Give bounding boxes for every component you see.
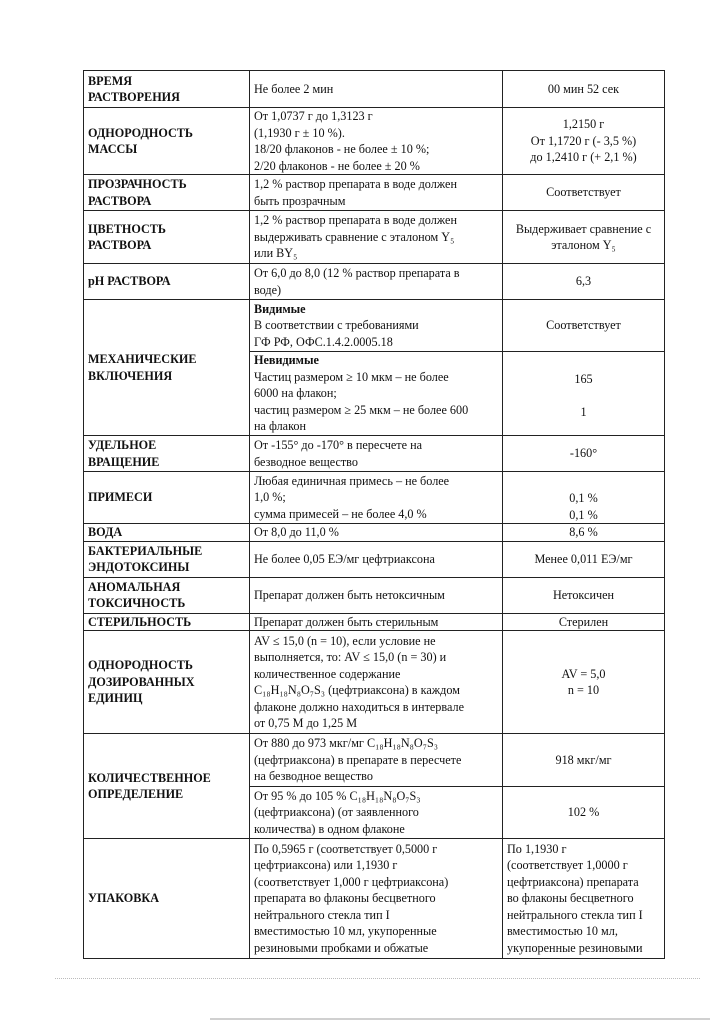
param-name: pH РАСТВОРА bbox=[84, 264, 250, 300]
param-name: МЕХАНИЧЕСКИЕ ВКЛЮЧЕНИЯ bbox=[84, 300, 250, 436]
requirement: От -155° до -170° в пересчете на безводное вещество bbox=[250, 436, 503, 472]
param-name: БАКТЕРИАЛЬНЫЕ ЭНДОТОКСИНЫ bbox=[84, 541, 250, 577]
requirement: 1,2 % раствор препарата в воде должен выдерживать сравнение с эталоном Y₅ или BY₅ bbox=[250, 211, 503, 264]
result: Соответствует bbox=[503, 300, 665, 352]
requirement: Препарат должен быть стерильным bbox=[250, 613, 503, 631]
requirement: 1,2 % раствор препарата в воде должен быть прозрачным bbox=[250, 175, 503, 211]
requirement: От 880 до 973 мкг/мг C₁₈H₁₈N₈O₇S₃ (цефтриаксона) в препарате в пересчете на безводное вещество bbox=[250, 734, 503, 787]
result: 1,2150 г От 1,1720 г (- 3,5 %) до 1,2410 г (+ 2,1 %) bbox=[503, 108, 665, 175]
requirement: От 1,0737 г до 1,3123 г (1,1930 г ± 10 %). 18/20 флаконов - не более ± 10 %; 2/20 флаконов - не более ± 20 % bbox=[250, 108, 503, 175]
result: 0,1 % 0,1 % bbox=[503, 472, 665, 524]
param-name: ПРОЗРАЧНОСТЬ РАСТВОРА bbox=[84, 175, 250, 211]
result: AV = 5,0 n = 10 bbox=[503, 631, 665, 734]
result: Выдерживает сравнение с эталоном Y₅ bbox=[503, 211, 665, 264]
table-row bbox=[84, 613, 665, 631]
result: Соответствует bbox=[503, 175, 665, 211]
result: 165 1 bbox=[503, 352, 665, 436]
scan-artifact-dotted-line bbox=[55, 978, 700, 979]
requirement: От 6,0 до 8,0 (12 % раствор препарата в воде) bbox=[250, 264, 503, 300]
result: 00 мин 52 сек bbox=[503, 71, 665, 108]
table-row bbox=[84, 524, 665, 542]
table-row bbox=[84, 264, 665, 300]
result: По 1,1930 г (соответствует 1,0000 г цефтриаксона) препарата во флаконы бесцветного нейтрального стекла тип I вместимостью 10 мл, укупоренные резиновыми bbox=[503, 839, 665, 959]
param-name: СТЕРИЛЬНОСТЬ bbox=[84, 613, 250, 631]
param-name: ЦВЕТНОСТЬ РАСТВОРА bbox=[84, 211, 250, 264]
param-name: ОДНОРОДНОСТЬ ДОЗИРОВАННЫХ ЕДИНИЦ bbox=[84, 631, 250, 734]
result: Менее 0,011 ЕЭ/мг bbox=[503, 541, 665, 577]
subheading-invisible: Невидимые bbox=[254, 353, 319, 368]
table-row bbox=[84, 577, 665, 613]
param-name: АНОМАЛЬНАЯ ТОКСИЧНОСТЬ bbox=[84, 577, 250, 613]
requirement: Невидимые Частиц размером ≥ 10 мкм – не более 6000 на флакон; частиц размером ≥ 25 мкм – не более 600 на флакон bbox=[250, 352, 503, 436]
param-name: ОДНОРОДНОСТЬ МАССЫ bbox=[84, 108, 250, 175]
result: 102 % bbox=[503, 787, 665, 839]
table-row bbox=[84, 211, 665, 264]
result: Нетоксичен bbox=[503, 577, 665, 613]
table-row bbox=[84, 300, 665, 352]
requirement: Не более 2 мин bbox=[250, 71, 503, 108]
param-name: ВРЕМЯ РАСТВОРЕНИЯ bbox=[84, 71, 250, 108]
table-row bbox=[84, 541, 665, 577]
table-row bbox=[84, 472, 665, 524]
result: 918 мкг/мг bbox=[503, 734, 665, 787]
specification-table bbox=[83, 70, 665, 959]
requirement: От 95 % до 105 % C₁₈H₁₈N₈O₇S₃ (цефтриаксона) (от заявленного количества) в одном флаконе bbox=[250, 787, 503, 839]
table-row bbox=[84, 71, 665, 108]
result: 8,6 % bbox=[503, 524, 665, 542]
table-row bbox=[84, 839, 665, 959]
param-name: КОЛИЧЕСТВЕННОЕ ОПРЕДЕЛЕНИЕ bbox=[84, 734, 250, 839]
param-name: УПАКОВКА bbox=[84, 839, 250, 959]
requirement: Препарат должен быть нетоксичным bbox=[250, 577, 503, 613]
table-row bbox=[84, 175, 665, 211]
result: Стерилен bbox=[503, 613, 665, 631]
result: 6,3 bbox=[503, 264, 665, 300]
table-row bbox=[84, 631, 665, 734]
requirement: По 0,5965 г (соответствует 0,5000 г цефтриаксона) или 1,1930 г (соответствует 1,000 г цефтриаксона) препарата во флаконы бесцветного нейтрального стекла тип I вместимостью 10 мл, укупоренные резиновыми пробками и обжатые bbox=[250, 839, 503, 959]
subheading-visible: Видимые bbox=[254, 301, 306, 316]
requirement: AV ≤ 15,0 (n = 10), если условие не выполняется, то: AV ≤ 15,0 (n = 30) и количественное содержание C₁₈H₁₈N₈O₇S₃ (цефтриаксона) в каждом флаконе должно находиться в интервале от 0,75 М до 1,25 М bbox=[250, 631, 503, 734]
param-name: УДЕЛЬНОЕ ВРАЩЕНИЕ bbox=[84, 436, 250, 472]
table-row bbox=[84, 436, 665, 472]
scan-artifact-edge bbox=[210, 1018, 710, 1020]
table-row bbox=[84, 108, 665, 175]
table-row bbox=[84, 734, 665, 787]
result: -160° bbox=[503, 436, 665, 472]
requirement: От 8,0 до 11,0 % bbox=[250, 524, 503, 542]
param-name: ВОДА bbox=[84, 524, 250, 542]
requirement: Не более 0,05 ЕЭ/мг цефтриаксона bbox=[250, 541, 503, 577]
param-name: ПРИМЕСИ bbox=[84, 472, 250, 524]
requirement: Видимые В соответствии с требованиями ГФ РФ, ОФС.1.4.2.0005.18 bbox=[250, 300, 503, 352]
requirement: Любая единичная примесь – не более 1,0 %; сумма примесей – не более 4,0 % bbox=[250, 472, 503, 524]
